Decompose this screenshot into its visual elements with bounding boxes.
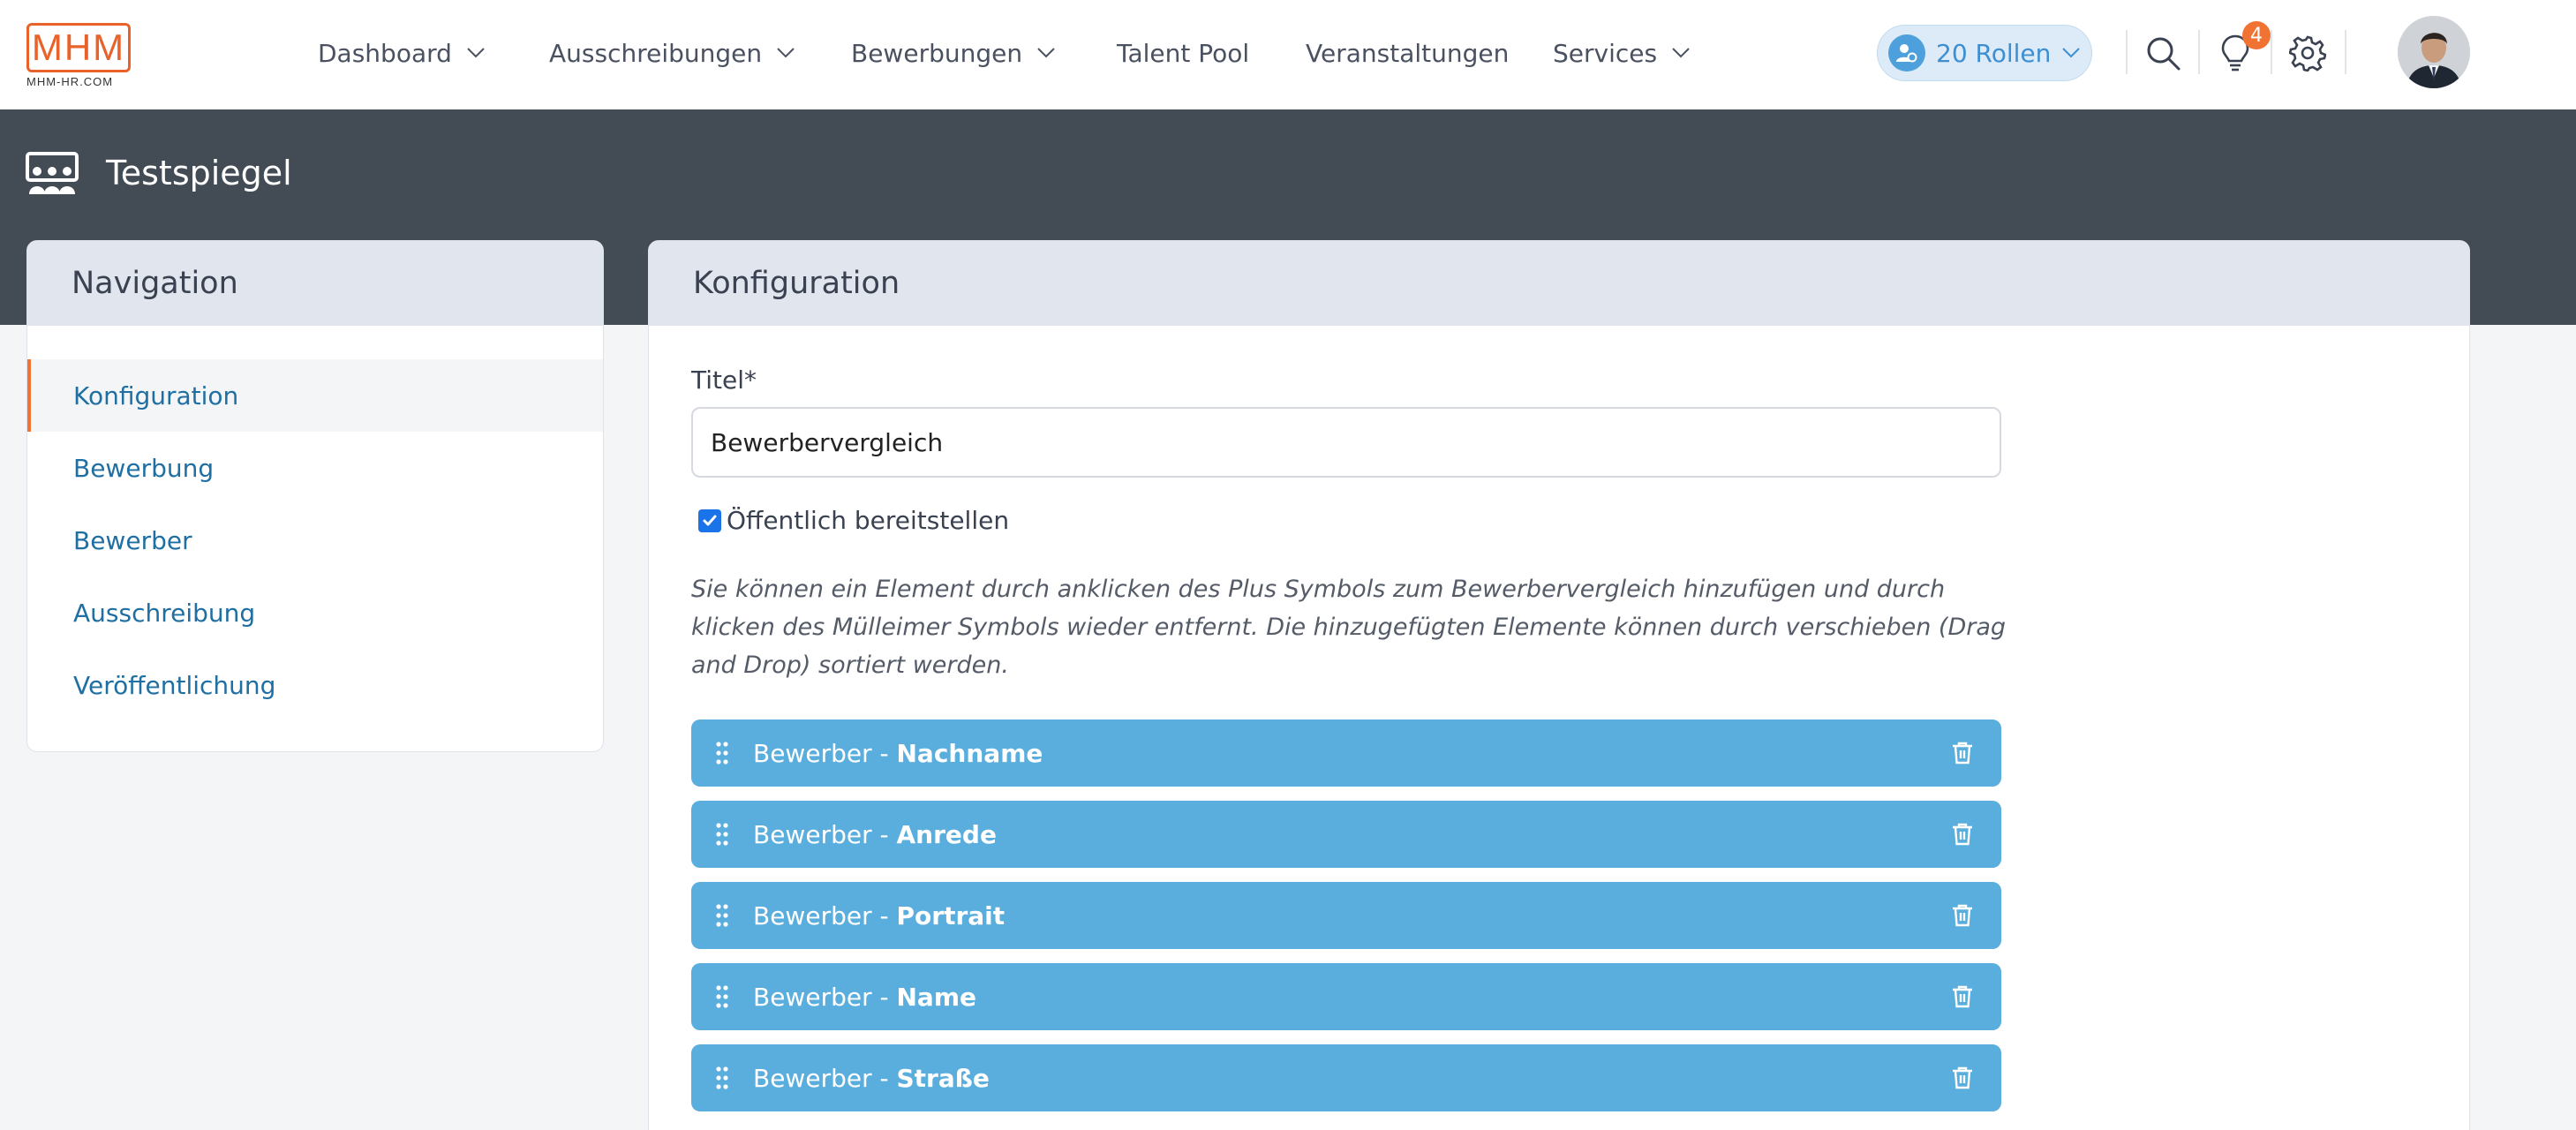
notification-badge: 4 xyxy=(2242,21,2271,49)
element-prefix: Bewerber - xyxy=(753,900,897,930)
roles-label: 20 Rollen xyxy=(1936,38,2052,68)
element-label xyxy=(753,1064,990,1093)
search-icon[interactable] xyxy=(2142,32,2184,74)
user-gear-icon xyxy=(1888,34,1925,72)
help-text: Sie können ein Element durch anklicken des Plus Symbols zum Bewerbervergleich hinzufügen und durch klicken des Mülleimer Symbols wieder entfernt. Die hinzugefügten Elemente können durch verschieben (Drag and Drop) sortiert werden. xyxy=(691,576,2007,679)
top-navbar xyxy=(0,0,2576,109)
chevron-down-icon xyxy=(2061,47,2081,59)
nav-services[interactable] xyxy=(1553,35,1691,71)
nav-ausschreibungen-label: Ausschreibungen xyxy=(549,38,763,68)
element-prefix: Bewerber - xyxy=(753,1063,897,1093)
drag-handle-icon[interactable] xyxy=(691,801,753,868)
sidebar-item-bewerbung[interactable] xyxy=(27,432,603,504)
element-prefix: Bewerber - xyxy=(753,982,897,1012)
element-label xyxy=(753,820,997,849)
divider xyxy=(2198,30,2200,74)
page-title: Testspiegel xyxy=(106,154,292,192)
trash-icon[interactable] xyxy=(1950,822,1975,847)
chevron-down-icon xyxy=(776,47,795,59)
sidebar-navigation xyxy=(26,240,604,752)
nav-talent-pool-label: Talent Pool xyxy=(1117,38,1250,68)
nav-ausschreibungen[interactable] xyxy=(549,35,795,71)
sidebar-item-label: Ausschreibung xyxy=(73,598,256,628)
sidebar-item-bewerber[interactable] xyxy=(27,504,603,576)
list-item[interactable] xyxy=(691,882,2001,949)
sidebar-item-ausschreibung[interactable] xyxy=(27,576,603,649)
gear-icon[interactable] xyxy=(2286,32,2329,74)
list-item[interactable] xyxy=(691,719,2001,787)
list-item[interactable] xyxy=(691,1044,2001,1111)
element-label xyxy=(753,983,976,1012)
logo-mark: MHM xyxy=(26,23,131,72)
trash-icon[interactable] xyxy=(1950,1066,1975,1090)
nav-services-label: Services xyxy=(1553,38,1658,68)
nav-talent-pool[interactable] xyxy=(1117,35,1249,71)
sidebar-item-konfiguration[interactable] xyxy=(27,359,603,432)
divider xyxy=(2271,30,2272,74)
logo-subtext: MHM-HR.COM xyxy=(26,75,114,88)
presentation-icon xyxy=(25,152,79,196)
public-checkbox[interactable] xyxy=(698,509,721,532)
drag-handle-icon[interactable] xyxy=(691,882,753,949)
nav-veranstaltungen[interactable] xyxy=(1306,35,1509,71)
drag-handle-icon[interactable] xyxy=(691,1044,753,1111)
element-name: Portrait xyxy=(896,900,1006,930)
trash-icon[interactable] xyxy=(1950,903,1975,928)
sidebar-item-label: Bewerbung xyxy=(73,453,215,483)
list-item[interactable] xyxy=(691,963,2001,1030)
nav-bewerbungen-label: Bewerbungen xyxy=(851,38,1023,68)
sidebar-item-label: Veröffentlichung xyxy=(73,670,276,700)
nav-dashboard[interactable] xyxy=(318,35,486,71)
element-label xyxy=(753,901,1005,930)
element-name: Anrede xyxy=(896,819,997,849)
sidebar-item-label: Bewerber xyxy=(73,525,192,555)
divider xyxy=(2345,30,2346,74)
sidebar-list xyxy=(27,326,603,721)
element-name: Nachname xyxy=(896,738,1043,768)
nav-dashboard-label: Dashboard xyxy=(318,38,452,68)
trash-icon[interactable] xyxy=(1950,741,1975,765)
nav-bewerbungen[interactable] xyxy=(851,35,1056,71)
list-item[interactable] xyxy=(691,801,2001,868)
drag-handle-icon[interactable] xyxy=(691,719,753,787)
title-field-label: Titel* xyxy=(691,365,757,395)
drag-handle-icon[interactable] xyxy=(691,963,753,1030)
sidebar-item-label: Konfiguration xyxy=(73,380,239,411)
roles-dropdown[interactable] xyxy=(1877,25,2092,81)
element-list xyxy=(691,719,2469,1111)
nav-veranstaltungen-label: Veranstaltungen xyxy=(1306,38,1510,68)
element-label xyxy=(753,739,1043,768)
user-avatar[interactable] xyxy=(2398,16,2470,88)
chevron-down-icon xyxy=(466,47,486,59)
element-prefix: Bewerber - xyxy=(753,738,897,768)
sidebar-title: Navigation xyxy=(27,241,603,326)
logo[interactable] xyxy=(26,23,131,88)
chevron-down-icon xyxy=(1036,47,1056,59)
element-prefix: Bewerber - xyxy=(753,819,897,849)
configuration-panel xyxy=(648,240,2470,1130)
trash-icon[interactable] xyxy=(1950,984,1975,1009)
public-checkbox-row[interactable] xyxy=(691,506,2469,535)
title-input[interactable] xyxy=(691,407,2001,478)
element-name: Straße xyxy=(896,1063,990,1093)
public-checkbox-label: Öffentlich bereitstellen xyxy=(727,506,1010,535)
element-name: Name xyxy=(896,982,976,1012)
configuration-body xyxy=(649,326,2469,1111)
chevron-down-icon xyxy=(1671,47,1691,59)
configuration-title: Konfiguration xyxy=(649,241,2469,326)
divider xyxy=(2126,30,2128,74)
sidebar-item-veroeffentlichung[interactable] xyxy=(27,649,603,721)
